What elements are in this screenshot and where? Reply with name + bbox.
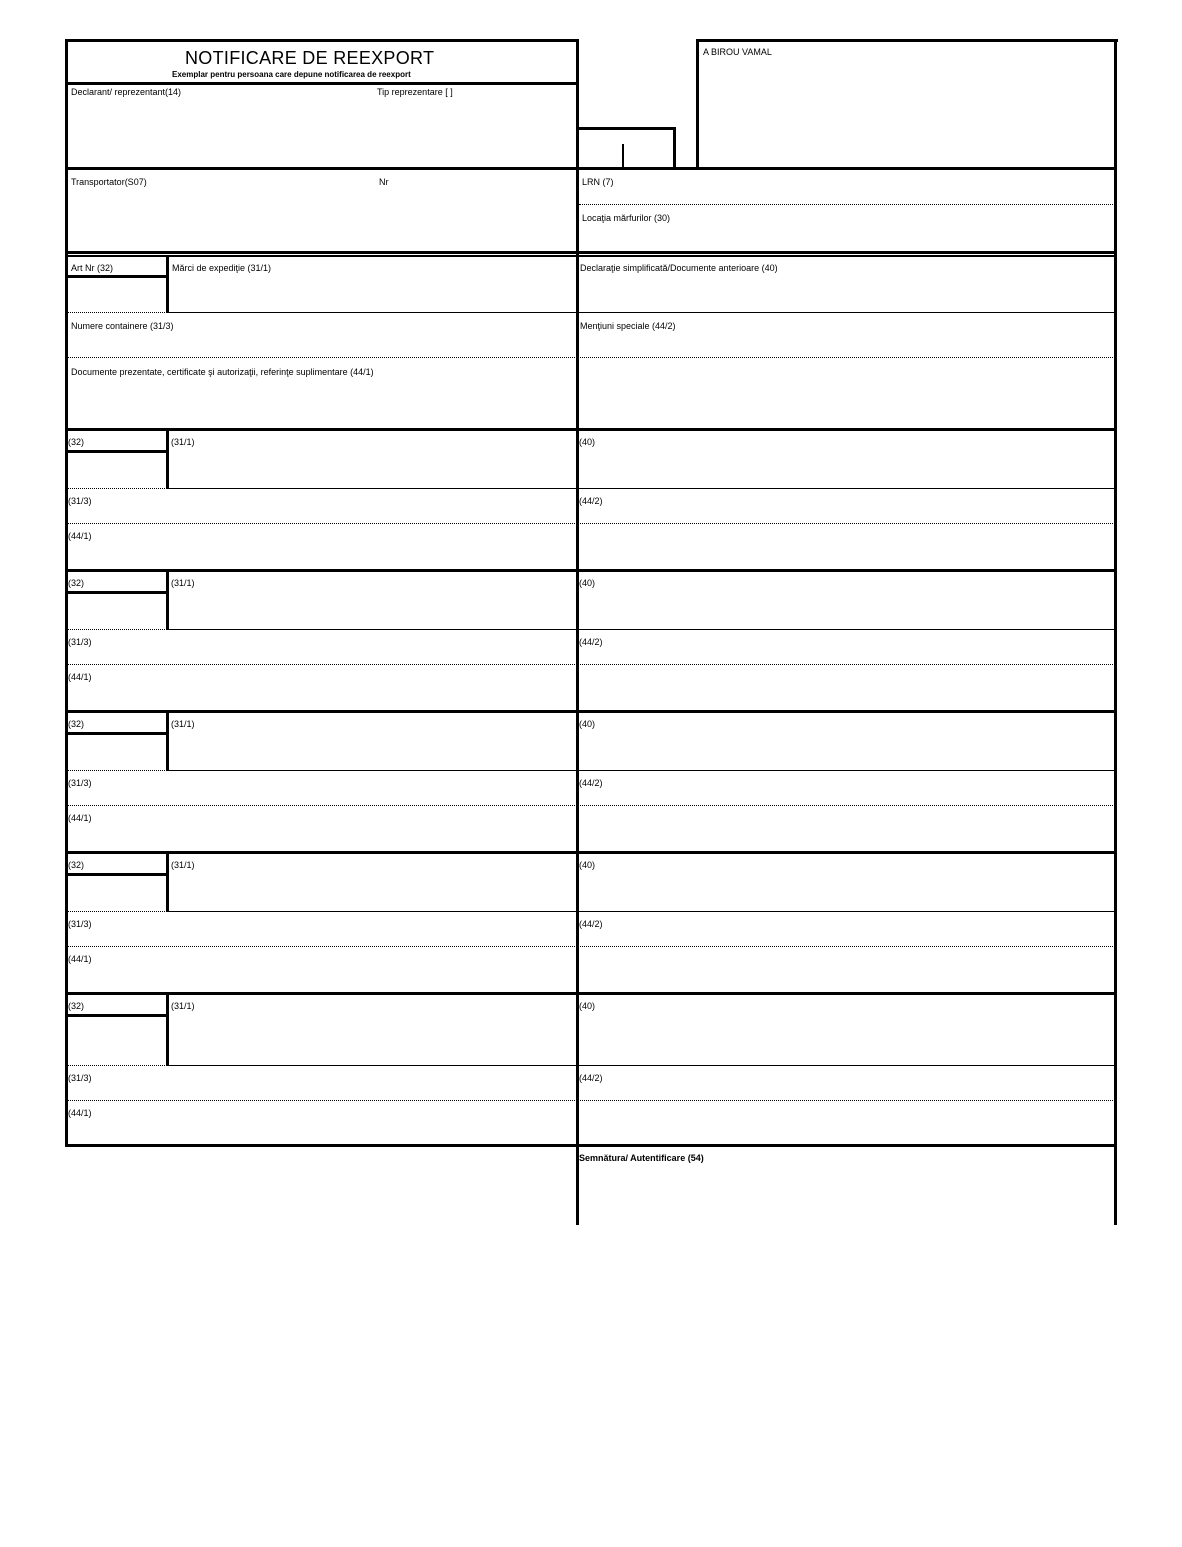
repeat-simplified-declaration-label: (40) [579, 719, 596, 729]
repeat-documents-label: (44/1) [68, 531, 92, 541]
lrn-label: LRN (7) [582, 177, 614, 187]
repeat-documents-label: (44/1) [68, 672, 92, 682]
repeat-special-mentions-label: (44/2) [579, 637, 603, 647]
form-title: NOTIFICARE DE REEXPORT [185, 48, 435, 68]
representation-type-label: Tip reprezentare [ ] [377, 87, 453, 97]
repeat-container-number-label: (31/3) [68, 1073, 92, 1083]
repeat-container-number-label: (31/3) [68, 496, 92, 506]
repeat-shipping-marks-label: (31/1) [171, 437, 195, 447]
repeat-item-number-label: (32) [68, 578, 85, 588]
simplified-declaration-label: Declaraţie simplificată/Documente anterioare (40) [580, 263, 778, 273]
documents-label: Documente prezentate, certificate şi autorizaţii, referinţe suplimentare (44/1) [71, 367, 374, 377]
repeat-shipping-marks-label: (31/1) [171, 860, 195, 870]
form-subtitle: Exemplar pentru persoana care depune notificarea de reexport [172, 70, 411, 79]
repeat-simplified-declaration-label: (40) [579, 578, 596, 588]
carrier-number-label: Nr [379, 177, 389, 187]
repeat-simplified-declaration-label: (40) [579, 1001, 596, 1011]
repeat-simplified-declaration-label: (40) [579, 437, 596, 447]
repeat-container-number-label: (31/3) [68, 919, 92, 929]
signature-label: Semnătura/ Autentificare (54) [579, 1153, 704, 1163]
repeat-container-number-label: (31/3) [68, 637, 92, 647]
special-mentions-label: Menţiuni speciale (44/2) [580, 321, 676, 331]
repeat-documents-label: (44/1) [68, 1108, 92, 1118]
goods-location-label: Locaţia mărfurilor (30) [582, 213, 671, 223]
repeat-item-number-label: (32) [68, 860, 85, 870]
repeat-special-mentions-label: (44/2) [579, 919, 603, 929]
repeat-documents-label: (44/1) [68, 813, 92, 823]
repeat-shipping-marks-label: (31/1) [171, 578, 195, 588]
repeat-item-number-label: (32) [68, 1001, 85, 1011]
carrier-label: Transportator(S07) [71, 177, 147, 187]
repeat-simplified-declaration-label: (40) [579, 860, 596, 870]
container-number-label: Numere containere (31/3) [71, 321, 174, 331]
customs-office-label: A BIROU VAMAL [703, 47, 772, 57]
repeat-documents-label: (44/1) [68, 954, 92, 964]
repeat-container-number-label: (31/3) [68, 778, 92, 788]
repeat-special-mentions-label: (44/2) [579, 496, 603, 506]
repeat-item-number-label: (32) [68, 719, 85, 729]
repeat-item-number-label: (32) [68, 437, 85, 447]
repeat-special-mentions-label: (44/2) [579, 778, 603, 788]
repeat-shipping-marks-label: (31/1) [171, 719, 195, 729]
declarant-label: Declarant/ reprezentant(14) [71, 87, 182, 97]
repeat-special-mentions-label: (44/2) [579, 1073, 603, 1083]
item-number-label: Art Nr (32) [71, 263, 114, 273]
shipping-marks-label: Mărci de expediţie (31/1) [172, 263, 272, 273]
repeat-shipping-marks-label: (31/1) [171, 1001, 195, 1011]
